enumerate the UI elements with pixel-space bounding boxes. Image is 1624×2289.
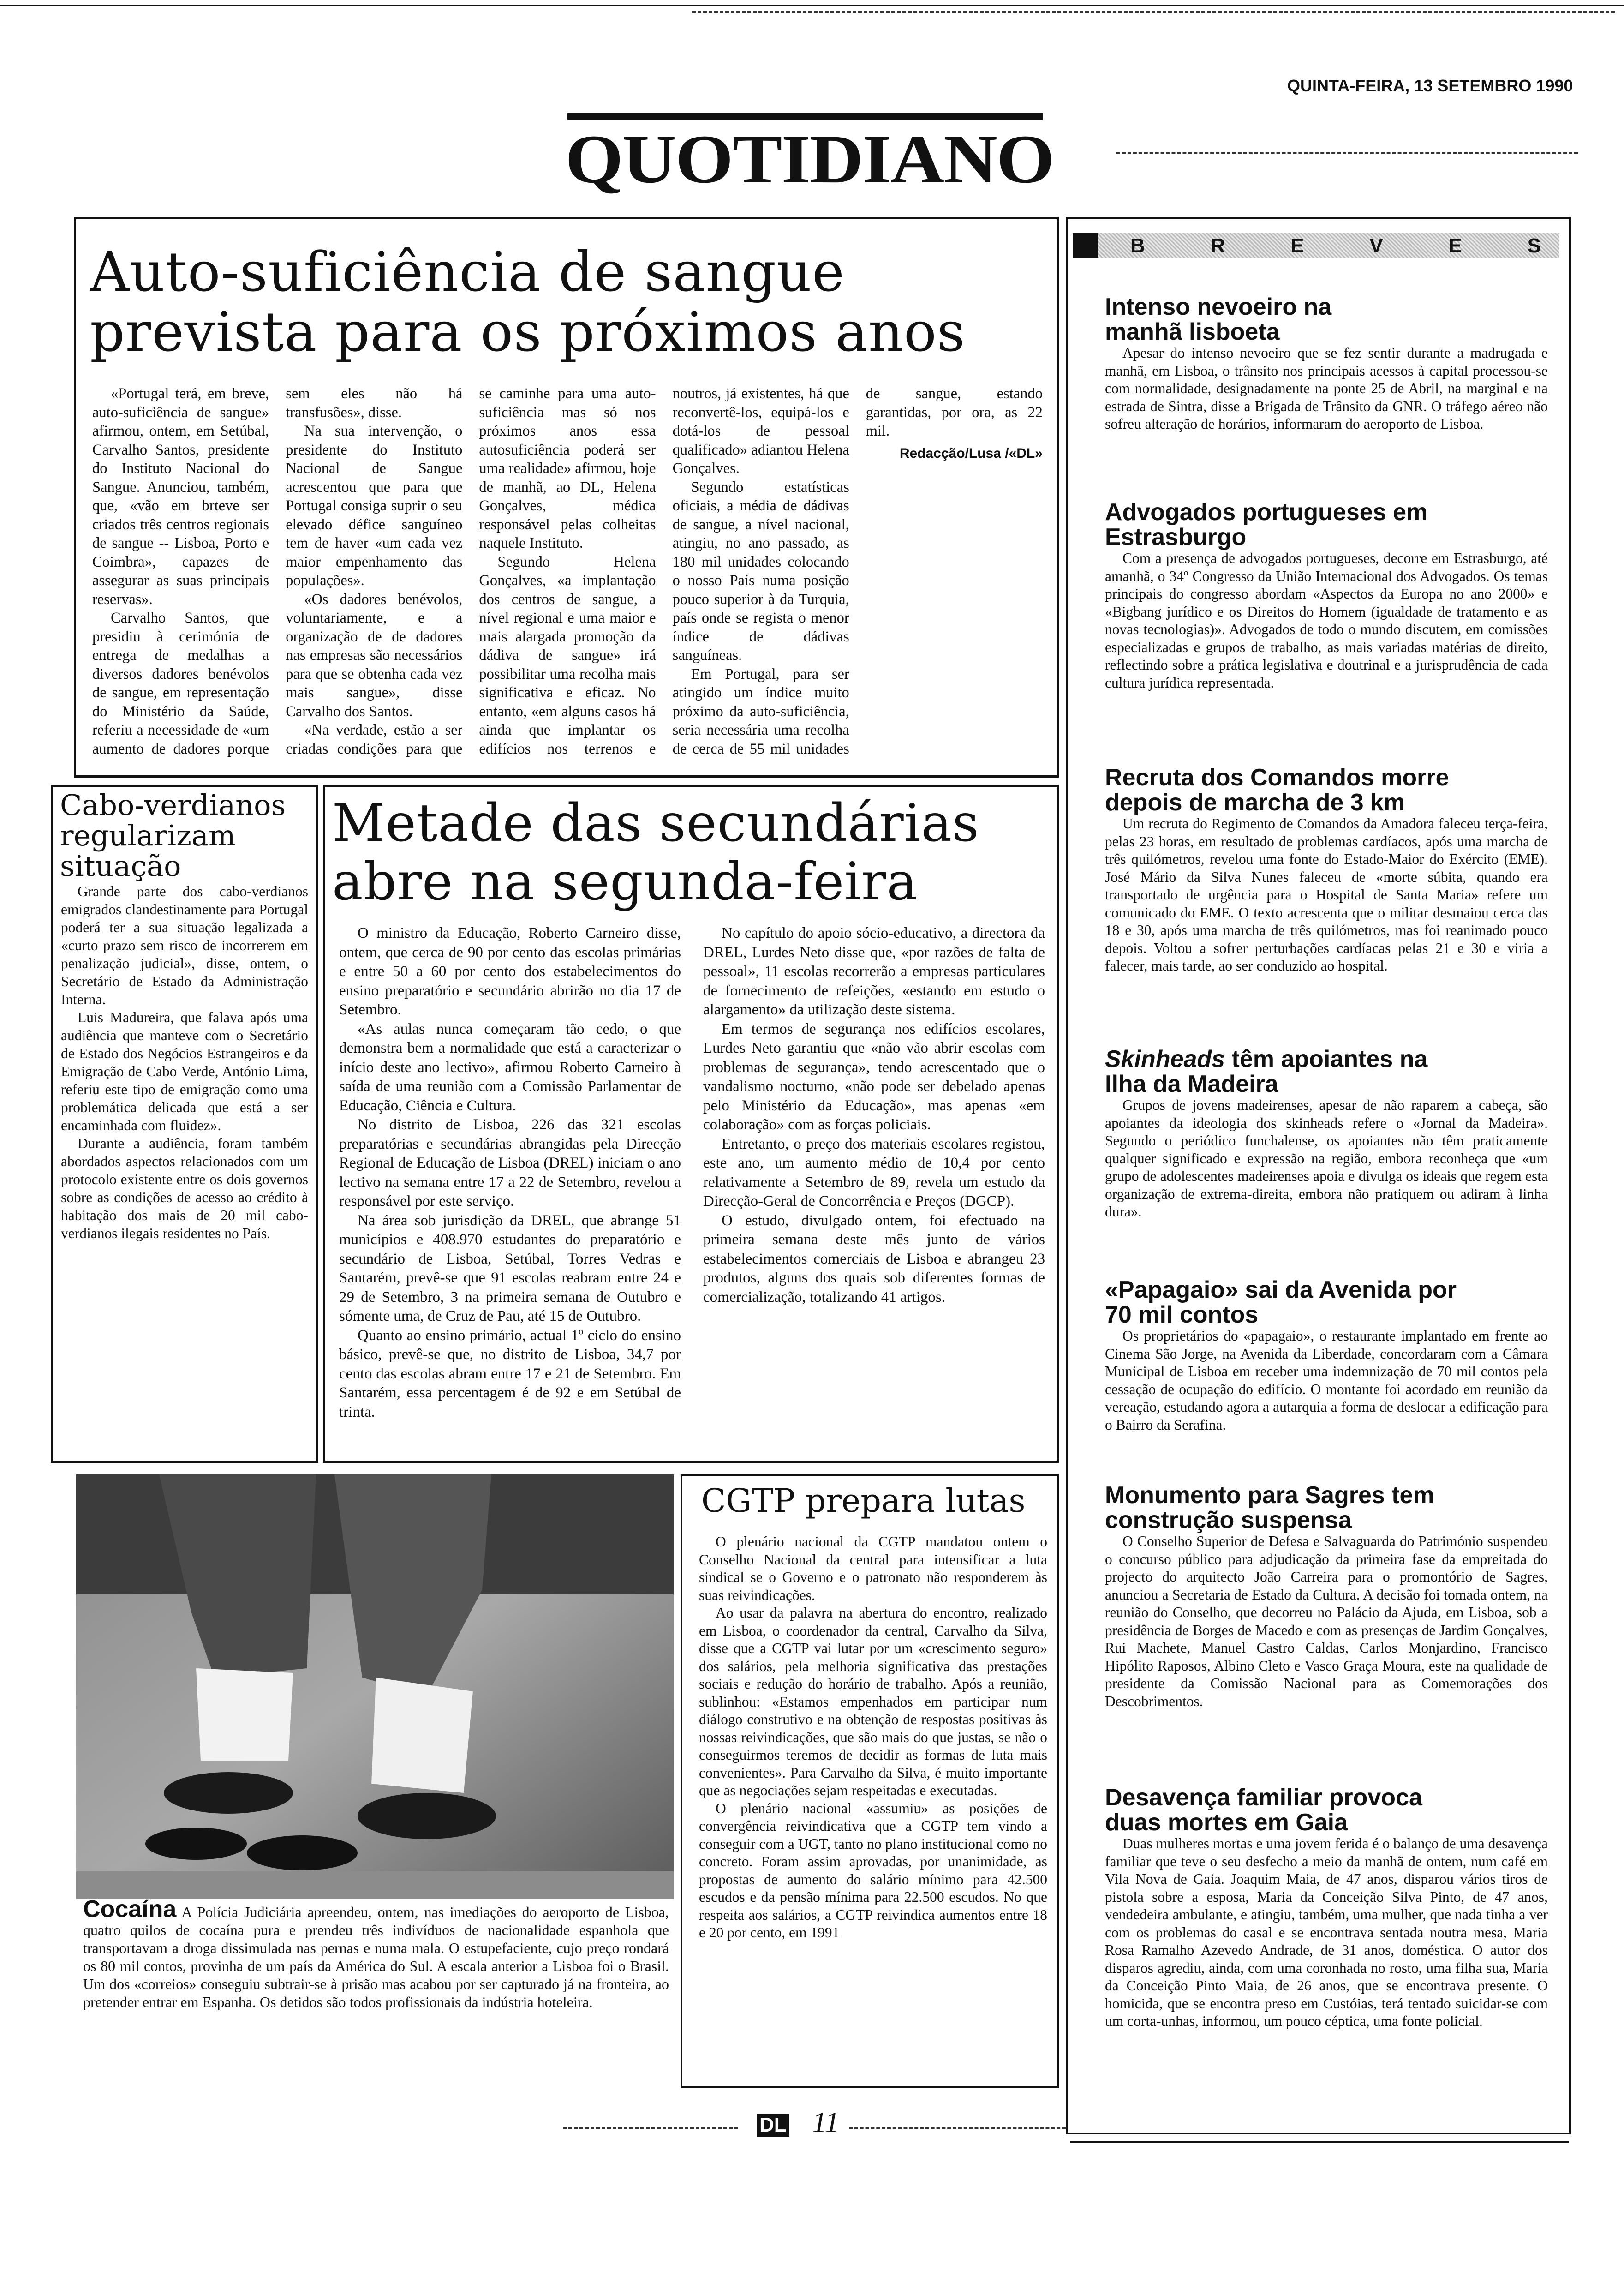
footer-dashed-rule-left xyxy=(563,2127,738,2129)
brief-title: Monumento para Sagres tem construção suspensa xyxy=(1105,1482,1434,1534)
brief-skinheads xyxy=(1105,1047,1548,1221)
lead-paragraph: Na sua intervenção, o presidente do Instituto Nacional de Sangue acrescentou que para que Portugal consiga suprir o seu elevado défice sanguíneo tem de haver «um cada vez maior empenhamento das populações». xyxy=(286,423,463,589)
cabo-paragraph: Durante a audiência, foram também abordados aspectos relacionados com um protocolo existente entre os dois governos sobre as condições de acesso ao crédito à habitação dos mais de 20 mil cabo-verdianos ilegais residentes no País. xyxy=(61,1135,308,1241)
metade-paragraph: No distrito de Lisboa, 226 das 321 escolas preparatórias e secundárias abrangidas pela Direcção Regional de Educação de Lisboa (DREL) iniciam o ano lectivo na semana entre 17 a 22 de Setembro, revelou a responsável por este serviço. xyxy=(339,1116,681,1210)
brief-sagres xyxy=(1105,1483,1548,1710)
cabo-paragraph: Luis Madureira, que falava após uma audiência que manteve com o Secretário de Estado dos Negócios Estrangeiros e da Emigração de Cabo Verde, António Lima, referiu este tipo de emigração como uma problemática delicada que está a ser encaminhada com fluidez». xyxy=(61,1009,308,1133)
lead-paragraph: «Na verdade, estão a ser criadas condições para que se caminhe para uma auto-suficiência mas só nos próximos anos essa autosuficiência poderá ser uma realidade» afirmou, hoje de manhã, ao DL, Helena Gonçalves, médica responsável pelas colheitas naquele Instituto. xyxy=(286,385,656,757)
brief-text: Grupos de jovens madeirenses, apesar de não raparem a cabeça, são apoiantes da ideologia dos skinheads refere o «Jornal da Madeira». Segundo o periódico funchalense, os apoiantes não têm praticamente qualquer significado e expressão na região, embora reconheça que «um grupo de adolescentes madeirenses apoia e divulga os ideais que regem esta organização de extrema-direita, embora não pratiquem ou adiram à linha dura». xyxy=(1105,1097,1548,1220)
metade-headline-line1: Metade das secundárias xyxy=(332,793,979,853)
issue-date: QUINTA-FEIRA, 13 SETEMBRO 1990 xyxy=(1287,76,1573,95)
lead-signature: Redacção/Lusa /«DL» xyxy=(899,445,1043,461)
lead-headline-line2: prevista para os próximos anos xyxy=(90,300,966,364)
cabo-verdianos-body xyxy=(61,882,308,1242)
brief-text: O Conselho Superior de Defesa e Salvaguarda do Património suspendeu o concurso público para adjudicação da primeira fase da empreitada do projecto do arquitecto João Carreira para o promontório de Sagres, anunciou a Secretaria de Estado da Cultura. A decisão foi tomada ontem, na reunião do Conselho, que decorreu no Palácio da Ajuda, em Lisboa, sob a presidência de Borges de Macedo e com as presenças de Jardim Gonçalves, Rui Machete, Manuel Castro Caldas, Carlos Monjardino, Francisco Hipólito Raposos, Albino Cleto e Vasco Graça Moura, este na qualidade de presidente da Comissão Nacional para as Comemorações dos Descobrimentos. xyxy=(1105,1533,1548,1709)
lead-article-body xyxy=(92,384,1043,772)
lead-paragraph: Carvalho Santos, que presidiu à cerimónia de entrega de medalhas a diversos dadores benévolos de sangue, em representação do Ministério da Saúde, referiu a necessidade de «um aumento de dadores porque sem eles não há transfusões», disse. xyxy=(92,385,463,757)
metade-paragraph: O estudo, divulgado ontem, foi efectuado na primeira semana deste mês junto de vários estabelecimentos comerciais de Lisboa e abrangeu 23 produtos, alguns dos quais sob diferentes formas de comercialização, totalizando 41 artigos. xyxy=(703,1212,1045,1306)
metade-paragraph: Entretanto, o preço dos materiais escolares registou, este ano, um aumento médio de 10,4 por cento relativamente a Setembro de 89, revela um estudo da Direcção-Geral de Concorrência e Preços (DGCP). xyxy=(703,1135,1045,1210)
cabo-verdianos-headline: Cabo-verdianos regularizam situação xyxy=(60,788,286,883)
metade-paragraph: «As aulas nunca começaram tão cedo, o que demonstra bem a normalidade que está a caracterizar o início deste ano lectivo», afirmou Roberto Carneiro à saída de uma reunião com a Comissão Parlamentar de Educação, Ciência e Cultura. xyxy=(339,1020,681,1114)
cocaine-caption-text: A Polícia Judiciária apreendeu, ontem, nas imediações do aeroporto de Lisboa, quatro quilos de cocaína pura e prendeu três indivíduos de nacionalidade espanhola que transportavam a droga dissimulada nas pernas e numa mala. O estupefaciente, cujo preço rondará os 80 mil contos, provinha de um país da América do Sul. A escala anterior a Lisboa foi o Brasil. Um dos «correios» conseguiu subtrair-se à prisão mas acabou por ser capturado já na fronteira, ao pretender entrar em Espanha. Os detidos são todos profissionais da indústria hoteleira. xyxy=(83,1904,669,2010)
brief-text: Com a presença de advogados portugueses, decorre em Estrasburgo, até amanhã, o 34º Congresso da União Internacional dos Advogados. Os temas principais do congresso abordam «Aspectos da Europa no ano 2000» e «Bigbang jurídico e os Direitos do Homem (igualdade de tratamento e as novas tecnologias)». Advogados de todo o mundo discutem, em comissões especializadas e grupos de trabalho, as mais variadas matérias de direito, reflectindo sobre a prática legislativa e doutrinal e a jurisprudência de cada cultura jurídica representada. xyxy=(1105,550,1548,691)
footer-logo: DL xyxy=(757,2114,789,2137)
brief-advogados xyxy=(1105,500,1548,692)
brief-text: Apesar do intenso nevoeiro que se fez sentir durante a madrugada e manhã, em Lisboa, o trânsito nos principais acessos à capital processou-se com normalidade, designadamente na ponte 25 de Abril, na marginal e na estrada de Sintra, disse a Brigada de Trânsito da GNR. O tráfego aéreo não sofreu alteração de horários, informaram do aeroporto de Lisboa. xyxy=(1105,345,1548,432)
brief-text: Duas mulheres mortas e uma jovem ferida é o balanço de uma desavença familiar que teve o seu desfecho a meio da manhã de ontem, num café em Vila Nova de Gaia. Joaquim Maia, de 47 anos, disparou vários tiros de pistola sobre a esposa, Maria da Conceição Silva Pinto, de 47 anos, vendedeira ambulante, e atingiu, também, uma mulher, que nada tinha a ver com os problemas do casal e se encontrava sentada noutra mesa, Maria Rosa Ramalho Azevedo Andrade, de 31 anos, doméstica. O autor dos disparos agrediu, ainda, com uma coronhada no rosto, uma filha sua, Maria da Conceição Pinto Maia, de 26 anos, que se encontrava presente. O homicida, que se encontra preso em Custóias, terá tentado suicidar-se com um corta-unhas, informou, um pouco céptica, uma fonte policial. xyxy=(1105,1835,1548,2029)
breves-header xyxy=(1098,233,1559,258)
metade-headline-line2: abre na segunda-feira xyxy=(332,852,918,912)
brief-title: Advogados portugueses em Estrasburgo xyxy=(1105,499,1428,551)
brief-papagaio xyxy=(1105,1277,1548,1434)
lead-paragraph: «Portugal terá, em breve, auto-suficiência de sangue» afirmou, ontem, em Setúbal, Carvalho Santos, presidente do Instituto Nacional do Sangue. Anunciou, também, que, «vão em brteve ser criados três centros regionais de sangue -- Lisboa, Porto e Coimbra», capazes de assegurar as suas principais reservas». xyxy=(92,385,269,608)
brief-title: Desavença familiar provoca duas mortes em Gaia xyxy=(1105,1784,1422,1836)
brief-title: Recruta dos Comandos morre depois de marcha de 3 km xyxy=(1105,764,1449,816)
top-dashed-rule xyxy=(692,11,1615,13)
brief-title xyxy=(1105,1047,1437,1097)
breves-letter: E xyxy=(1290,234,1304,257)
cgtp-headline: CGTP prepara lutas xyxy=(701,1482,1026,1520)
brief-text: Um recruta do Regimento de Comandos da Amadora faleceu terça-feira, pelas 23 horas, em resultado de problemas cardíacos, após uma marcha de três quilómetros, revelou uma fonte do Estado-Maior do Exército (EME). José Mário da Silva Nunes faleceu de «morte súbita, quando era transportado de urgência para o Hospital de Santa Maria» refere um comunicado do EME. O texto acrescenta que o militar desmaiou cerca das 18 e 30, após uma marcha de três quilómetros, mas foi reanimado pouco depois. Voltou a sofrer perturbações cardíacas pelas 21 e 30 e viria a falecer, mais tarde, ao ser conduzido ao hospital. xyxy=(1105,815,1548,974)
breves-letter: V xyxy=(1369,234,1383,257)
cocaine-caption xyxy=(83,1896,669,2011)
lead-paragraph: Segundo Helena Gonçalves, «a implantação dos centros de sangue, a nível regional e uma maior e mais alargada promoção da dádiva de sangue» irá possibilitar uma recolha mais significativa e eficaz. No entanto, «em alguns casos há ainda que implantar os edifícios nos terrenos e noutros, já existentes, há que reconvertê-los, equipá-los e dotá-los de pessoal qualificado» adiantou Helena Gonçalves. xyxy=(479,385,849,757)
cocaine-photo xyxy=(76,1474,674,1899)
cocaine-caption-title: Cocaína xyxy=(83,1896,177,1923)
metade-paragraph: No capítulo do apoio sócio-educativo, a directora da DREL, Lurdes Neto disse que, «por razões de falta de pessoal», 11 escolas recorrerão a empresas particulares de fornecimento de refeições, «estando em estudo o alargamento» da utilização deste sistema. xyxy=(703,925,1045,1018)
top-rule xyxy=(0,5,1624,6)
brief-gaia xyxy=(1105,1785,1548,2031)
breves-letter: R xyxy=(1210,234,1225,257)
lead-headline-line1: Auto-suficiência de sangue xyxy=(90,240,845,304)
cgtp-paragraph: O plenário nacional «assumiu» as posições de convergência reivindicativa que a CGTP tem vindo a conseguir com a UGT, tanto no plano institucional como no concreto. Foram assim aprovadas, por unanimidade, as propostas de aumento do salário mínimo para 42.500 escudos e da pensão mínima para 22.500 escudos. No que respeita aos salários, a CGTP reivindica aumentos entre 18 e 20 por cento, em 1991 xyxy=(699,1800,1047,1941)
cgtp-paragraph: O plenário nacional da CGTP mandatou ontem o Conselho Nacional da central para intensificar a luta sindical se o Governo e o patronato não responderem às suas reivindicações. xyxy=(699,1534,1047,1603)
metade-paragraph: O ministro da Educação, Roberto Carneiro disse, ontem, que cerca de 90 por cento das escolas primárias e entre 50 a 60 por cento dos estabelecimentos do ensino preparatório e secundário abrirão no dia 17 de Setembro. xyxy=(339,925,681,1018)
brief-nevoeiro xyxy=(1105,294,1548,433)
section-title: QUOTIDIANO xyxy=(565,121,1054,198)
page-number: 11 xyxy=(812,2106,840,2139)
brief-text: Os proprietários do «papagaio», o restaurante implantado em frente ao Cinema São Jorge, na Avenida da Liberdade, concordaram com a Câmara Municipal de Lisboa em receber uma indemnização de 70 mil contos pela cessação de ocupação do edifício. O montante foi acordado em reunião da vereação, estudando agora a autarquia a forma de deslocar a edificação para o Bairro da Serafina. xyxy=(1105,1328,1548,1433)
cocaine-photo-image xyxy=(76,1474,674,1899)
cgtp-article-body xyxy=(699,1533,1047,1942)
cgtp-paragraph: Ao usar da palavra na abertura do encontro, realizado em Lisboa, o coordenador da central, Carvalho da Silva, disse que a CGTP vai lutar por um «crescimento seguro» dos salários, pela melhoria significativa das prestações sociais e redução do horário de trabalho. Após a reunião, sublinhou: «Estamos empenhados em participar num diálogo construtivo e na obtenção de respostas positivas às nossas reivindicações, que são mais do que justas, se não o conseguirmos teremos de decidir as formas de luta mais convenientes». Para Carvalho da Silva, é muito importante que as negociações sejam respeitadas e executadas. xyxy=(699,1605,1047,1798)
masthead-rule xyxy=(567,113,1043,120)
metade-paragraph: Em termos de segurança nos edifícios escolares, Lurdes Neto garantiu que «não vão abrir escolas com problemas de segurança», tendo acrescentado que o vandalismo nocturno, «não pode ser debelado apenas pelo Ministério da Educação», mas apenas «em colaboração» com as forças policiais. xyxy=(703,1020,1045,1133)
lead-paragraph: Em Portugal, para ser atingido um índice muito próximo da auto-suficiência, seria necessária uma recolha de cerca de 55 mil unidades de sangue, estando garantidas, por ora, as 22 mil. xyxy=(672,385,1043,757)
breves-letter: E xyxy=(1448,234,1462,257)
breves-marker xyxy=(1073,233,1098,258)
breves-letter: S xyxy=(1527,234,1541,257)
metade-paragraph: Na área sob jurisdição da DREL, que abrange 51 municípios e 408.970 estudantes do preparatório e secundário de Lisboa, Setúbal, Torres Vedras e Santarém, prevê-se que 91 escolas reabram entre 24 e 29 de Setembro, 3 na primeira semana de Outubro e sómente uma, de Cruz de Pau, até 15 de Outubro. xyxy=(339,1212,681,1324)
metade-paragraph: Quanto ao ensino primário, actual 1º ciclo do ensino básico, prevê-se que, no distrito de Lisboa, 34,7 por cento das escolas abram entre 17 e 21 de Setembro. Em Santarém, essa percentagem é de 92 e em Setúbal de trinta. xyxy=(339,1327,681,1420)
brief-title: Intenso nevoeiro na manhã lisboeta xyxy=(1105,294,1332,345)
lead-paragraph: «Os dadores benévolos, voluntariamente, e a organização de de dadores nas empresas são necessários para que se obtenha cada vez mais sangue», disse Carvalho dos Santos. xyxy=(286,591,463,720)
brief-recruta xyxy=(1105,765,1548,975)
cabo-paragraph: Grande parte dos cabo-verdianos emigrados clandestinamente para Portugal poderá ter a sua situação legalizada a «curto prazo sem risco de incorrerem em penalização judicial», disse, ontem, o Secretário de Estado da Administração Interna. xyxy=(61,883,308,1007)
brief-title-italic: Skinheads xyxy=(1105,1046,1225,1073)
date-dashed-rule xyxy=(1116,152,1578,154)
brief-title: «Papagaio» sai da Avenida por 70 mil contos xyxy=(1105,1276,1457,1328)
footer-bottom-rule xyxy=(1070,2141,1569,2143)
metade-article-body xyxy=(339,924,1045,1455)
lead-paragraph: Segundo estatísticas oficiais, a média de dádivas de sangue, a nível nacional, atingiu, no ano passado, as 180 mil unidades colocando o nosso País numa posição pouco superior à da Turquia, país onde se regista o menor índice de dádivas sanguíneas. xyxy=(672,479,849,664)
footer-dashed-rule-right xyxy=(849,2127,1066,2129)
brief-title-rest: têm apoiantes na Ilha da Madeira xyxy=(1105,1046,1428,1097)
breves-letter: B xyxy=(1130,234,1145,257)
